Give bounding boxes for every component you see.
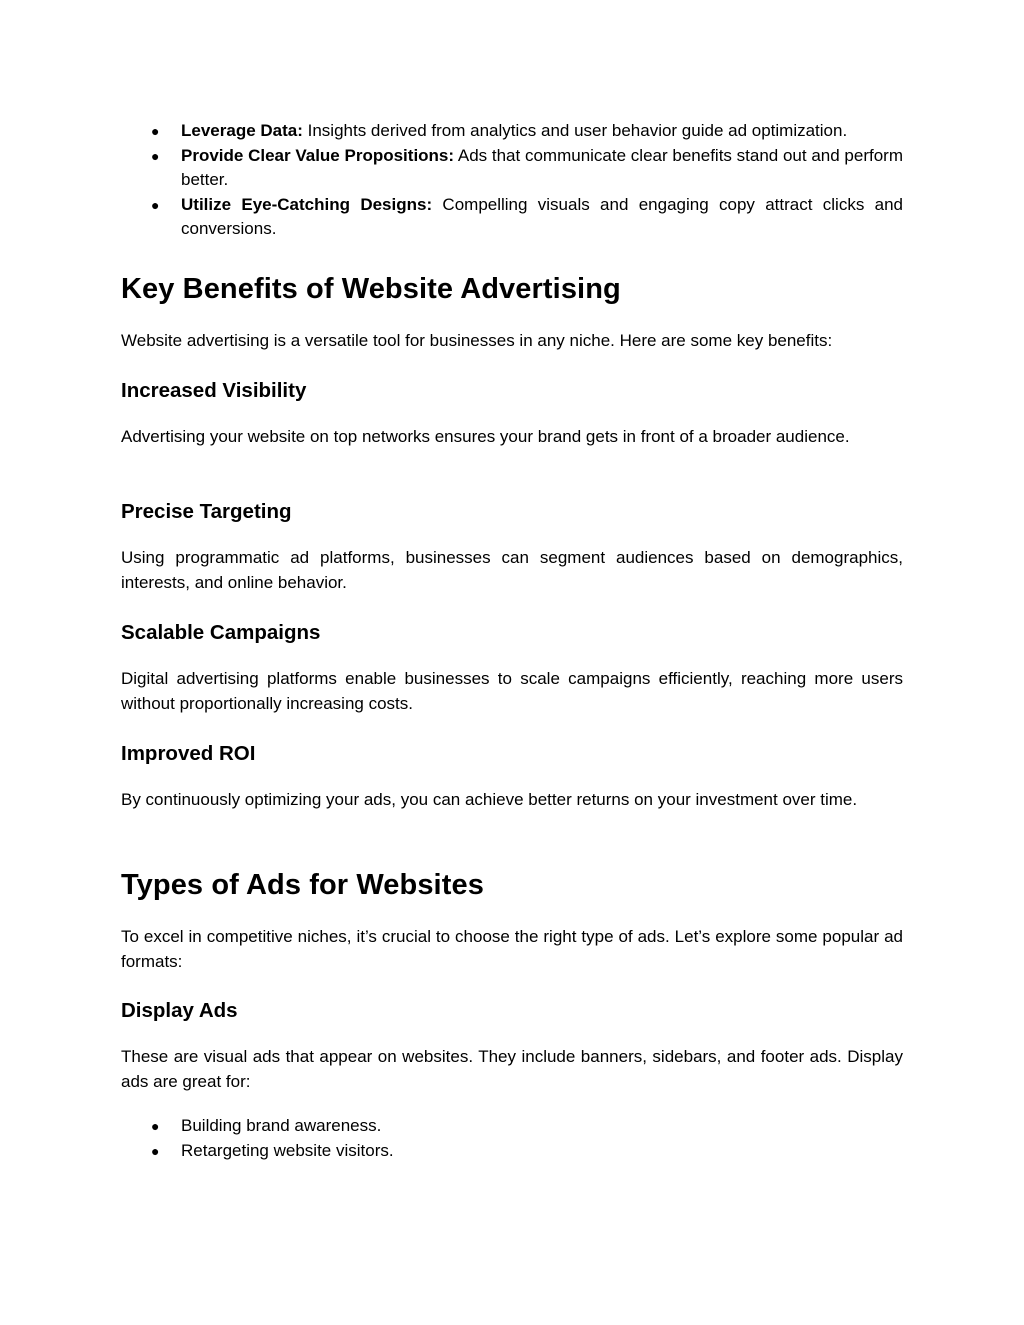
- bullet-bold-label: Leverage Data:: [181, 121, 303, 140]
- section-heading-key-benefits: Key Benefits of Website Advertising: [121, 273, 621, 305]
- subheading-scalable-campaigns: Scalable Campaigns: [121, 621, 321, 644]
- list-item: [121, 144, 903, 193]
- subheading-improved-roi: Improved ROI: [121, 742, 256, 765]
- list-item: [121, 1114, 903, 1139]
- section-intro: Website advertising is a versatile tool for businesses in any niche. Here are some key benefits:: [121, 331, 833, 350]
- bullet-icon: ●: [151, 1118, 160, 1134]
- bullet-icon: ●: [151, 147, 160, 164]
- bullet-bold-label: Utilize Eye-Catching Designs:: [181, 194, 433, 214]
- list-item: [121, 1139, 903, 1164]
- bullet-text: Insights derived from analytics and user behavior guide ad optimization.: [302, 121, 848, 140]
- subheading-display-ads: Display Ads: [121, 999, 238, 1022]
- paragraph-scalable-campaigns: Digital advertising platforms enable businesses to scale campaigns efficiently, reaching more users without proportionally increasing costs.: [121, 669, 903, 713]
- paragraph-display-ads: These are visual ads that appear on websites. They include banners, sidebars, and footer ads. Display ads are great for:: [121, 1047, 903, 1091]
- subheading-precise-targeting: Precise Targeting: [121, 500, 292, 523]
- subheading-increased-visibility: Increased Visibility: [121, 379, 307, 402]
- paragraph-precise-targeting: Using programmatic ad platforms, businesses can segment audiences based on demographics, interests, and online behavior.: [121, 548, 903, 592]
- bullet-text: Ads that communicate clear benefits stand out and perform better.: [181, 145, 904, 189]
- section-heading-types-of-ads: Types of Ads for Websites: [121, 869, 484, 901]
- paragraph-improved-roi: By continuously optimizing your ads, you can achieve better returns on your investment over time.: [121, 790, 858, 809]
- bullet-text: Compelling visuals and engaging copy attract clicks and conversions.: [181, 194, 903, 238]
- list-item: [121, 193, 903, 242]
- bullet-icon: ●: [151, 1142, 160, 1159]
- display-ads-bullet-list: [121, 1114, 903, 1163]
- bullet-icon: ●: [151, 196, 160, 213]
- bullet-text: Building brand awareness.: [181, 1116, 382, 1135]
- list-item: [121, 119, 903, 144]
- paragraph-increased-visibility: Advertising your website on top networks ensures your brand gets in front of a broader audience.: [121, 427, 850, 446]
- section-intro: To excel in competitive niches, it’s crucial to choose the right type of ads. Let’s explore some popular ad formats:: [121, 927, 903, 971]
- bullet-text: Retargeting website visitors.: [181, 1140, 394, 1160]
- bullet-icon: ●: [151, 123, 160, 139]
- bullet-bold-label: Provide Clear Value Propositions:: [181, 145, 455, 165]
- top-bullet-list: [121, 119, 903, 242]
